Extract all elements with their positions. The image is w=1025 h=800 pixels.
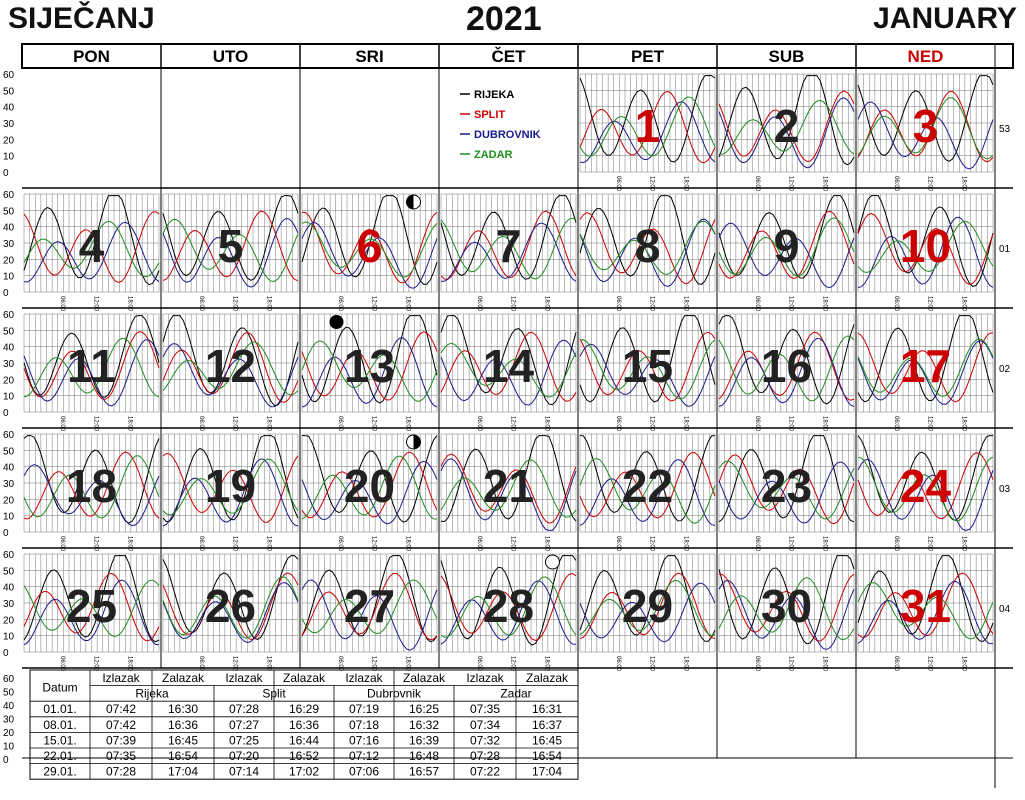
time-tick-label: 12:00	[509, 656, 516, 672]
day-number: 21	[482, 460, 535, 512]
time-tick-label: 18:00	[265, 296, 272, 312]
day-number: 2	[773, 100, 800, 152]
sun-table-time: 07:32	[469, 733, 501, 748]
time-tick-label: 12:00	[370, 416, 377, 432]
time-tick-label: 12:00	[92, 656, 99, 672]
sun-table-time: 16:30	[167, 702, 199, 717]
time-tick-label: 06:00	[197, 536, 204, 552]
time-tick-label: 12:00	[787, 416, 794, 432]
y-tick-label: 20	[3, 615, 15, 627]
sun-table-time: 16:52	[288, 749, 320, 763]
y-tick-label: 10	[3, 741, 15, 753]
day-number: 30	[760, 580, 813, 632]
y-tick-label: 40	[3, 701, 15, 712]
time-tick-label: 12:00	[648, 296, 655, 312]
time-tick-label: 18:00	[682, 176, 689, 192]
day-number: 16	[760, 340, 813, 392]
sunset-header: Zalazak	[282, 671, 326, 685]
sunrise-header: Izlazak	[225, 671, 263, 685]
sun-table-time: 16:54	[167, 749, 199, 763]
month-title-croatian: SIJEČANJ	[8, 2, 155, 35]
y-tick-label: 50	[3, 566, 15, 578]
week-number: 53	[999, 124, 1011, 135]
y-tick-label: 0	[3, 408, 9, 419]
time-tick-label: 06:00	[892, 176, 899, 192]
time-tick-label: 06:00	[892, 656, 899, 672]
weekday-label: SRI	[355, 47, 384, 66]
y-tick-label: 0	[3, 648, 9, 659]
sun-table-time: 16:48	[408, 749, 440, 763]
day-number: 28	[482, 580, 535, 632]
sun-table-time: 07:28	[469, 749, 501, 763]
time-tick-label: 06:00	[475, 296, 482, 312]
city-header: Zadar	[500, 686, 532, 701]
sunrise-header: Izlazak	[345, 671, 383, 685]
y-tick-label: 30	[3, 599, 15, 610]
time-tick-label: 06:00	[336, 416, 343, 432]
time-tick-label: 18:00	[543, 416, 550, 432]
time-tick-label: 12:00	[92, 296, 99, 312]
time-tick-label: 12:00	[648, 536, 655, 552]
time-tick-label: 18:00	[682, 656, 689, 672]
time-tick-label: 18:00	[404, 296, 411, 312]
time-tick-label: 06:00	[58, 536, 65, 552]
time-tick-label: 06:00	[197, 656, 204, 672]
time-tick-label: 18:00	[682, 296, 689, 312]
city-header: Dubrovnik	[366, 686, 422, 701]
weekday-label: PET	[630, 47, 665, 66]
day-number: 3	[912, 100, 939, 152]
time-tick-label: 12:00	[370, 296, 377, 312]
y-tick-label: 30	[3, 714, 15, 726]
last-quarter-shade-icon	[407, 195, 414, 209]
time-tick-label: 12:00	[231, 416, 238, 432]
y-tick-label: 60	[3, 310, 15, 321]
year-title: 2021	[466, 0, 542, 38]
time-tick-label: 06:00	[197, 416, 204, 432]
time-tick-label: 12:00	[92, 416, 99, 432]
time-tick-label: 06:00	[753, 536, 760, 552]
full-moon-icon	[546, 555, 560, 569]
time-tick-label: 18:00	[404, 656, 411, 672]
y-tick-label: 40	[3, 582, 15, 594]
y-tick-label: 10	[3, 391, 15, 403]
time-tick-label: 18:00	[821, 656, 828, 672]
time-tick-label: 12:00	[509, 296, 516, 312]
sun-table-time: 07:35	[469, 702, 501, 717]
time-tick-label: 12:00	[787, 536, 794, 552]
sunset-header: Zalazak	[161, 671, 205, 685]
legend-label: RIJEKA	[474, 89, 515, 101]
time-tick-label: 18:00	[821, 296, 828, 312]
sun-table-time: 07:19	[348, 702, 380, 717]
time-tick-label: 12:00	[648, 176, 655, 192]
y-tick-label: 0	[3, 755, 9, 766]
time-tick-label: 18:00	[960, 536, 967, 552]
sun-table-date: 29.01.	[43, 764, 77, 779]
time-tick-label: 06:00	[475, 656, 482, 672]
time-tick-label: 06:00	[614, 656, 621, 672]
time-tick-label: 06:00	[892, 296, 899, 312]
day-number: 24	[899, 460, 952, 512]
day-number: 14	[482, 340, 535, 392]
sun-table-time: 07:42	[105, 702, 137, 717]
time-tick-label: 18:00	[960, 176, 967, 192]
sun-table-time: 16:44	[288, 733, 320, 748]
day-number: 20	[343, 460, 396, 512]
sun-table-time: 07:34	[469, 717, 501, 732]
sun-table-time: 16:31	[531, 702, 563, 717]
y-tick-label: 50	[3, 687, 15, 699]
legend-label: ZADAR	[474, 149, 513, 161]
legend-label: DUBROVNIK	[474, 129, 541, 141]
day-number: 23	[760, 460, 813, 512]
y-tick-label: 30	[3, 119, 15, 130]
time-tick-label: 06:00	[892, 416, 899, 432]
time-tick-label: 18:00	[265, 656, 272, 672]
time-tick-label: 12:00	[370, 536, 377, 552]
day-number: 10	[899, 220, 952, 272]
y-tick-label: 60	[3, 550, 15, 561]
city-header: Rijeka	[135, 686, 169, 701]
week-number: 01	[999, 244, 1011, 255]
sun-table-time: 16:54	[531, 749, 563, 763]
y-tick-label: 20	[3, 255, 15, 267]
city-header: Split	[262, 686, 286, 701]
time-tick-label: 18:00	[960, 296, 967, 312]
time-tick-label: 18:00	[821, 536, 828, 552]
sunset-header: Zalazak	[525, 671, 569, 685]
time-tick-label: 18:00	[404, 536, 411, 552]
day-number: 7	[495, 220, 522, 272]
time-tick-label: 18:00	[265, 536, 272, 552]
time-tick-label: 06:00	[336, 536, 343, 552]
day-number: 9	[773, 220, 800, 272]
y-tick-label: 60	[3, 430, 15, 441]
sun-table-time: 07:18	[348, 717, 380, 732]
y-tick-label: 20	[3, 728, 15, 739]
day-number: 17	[899, 340, 952, 392]
sun-table-time: 07:12	[348, 749, 380, 763]
day-number: 11	[67, 340, 116, 392]
sun-table-date: 15.01.	[43, 733, 77, 748]
y-tick-label: 50	[3, 206, 15, 218]
time-tick-label: 12:00	[509, 416, 516, 432]
week-number: 03	[999, 484, 1011, 495]
time-tick-label: 06:00	[753, 176, 760, 192]
sun-table-time: 16:37	[531, 717, 563, 732]
sun-table-date: 22.01.	[43, 749, 77, 763]
time-tick-label: 12:00	[648, 416, 655, 432]
new-moon-icon	[330, 315, 344, 329]
y-tick-label: 50	[3, 86, 15, 98]
sun-table-time: 07:39	[105, 733, 137, 748]
sun-table-time: 07:14	[228, 764, 260, 779]
y-tick-label: 60	[3, 190, 15, 201]
sun-table-time: 16:36	[167, 717, 199, 732]
time-tick-label: 06:00	[614, 536, 621, 552]
weekday-label: ČET	[491, 47, 526, 66]
y-tick-label: 0	[3, 288, 9, 299]
day-number: 6	[356, 220, 383, 272]
time-tick-label: 06:00	[892, 536, 899, 552]
y-tick-label: 20	[3, 495, 15, 507]
y-tick-label: 30	[3, 479, 15, 490]
y-tick-label: 20	[3, 375, 15, 387]
sun-table-time: 07:20	[228, 749, 260, 763]
sun-table-time: 16:25	[408, 702, 440, 717]
time-tick-label: 18:00	[265, 416, 272, 432]
sun-table-time: 07:28	[105, 764, 137, 779]
time-tick-label: 18:00	[543, 536, 550, 552]
sun-table-time: 17:04	[167, 764, 199, 779]
sun-table-time: 07:25	[228, 733, 260, 748]
time-tick-label: 18:00	[126, 536, 133, 552]
day-number: 15	[621, 340, 674, 392]
y-tick-label: 40	[3, 462, 15, 474]
time-tick-label: 06:00	[58, 416, 65, 432]
month-title-english: JANUARY	[873, 2, 1017, 35]
sun-table-date: 08.01.	[43, 717, 77, 732]
time-tick-label: 12:00	[926, 176, 933, 192]
time-tick-label: 06:00	[614, 176, 621, 192]
time-tick-label: 12:00	[926, 536, 933, 552]
sun-table-time: 16:29	[288, 702, 320, 717]
time-tick-label: 12:00	[926, 416, 933, 432]
time-tick-label: 12:00	[787, 656, 794, 672]
sunrise-header: Izlazak	[102, 671, 140, 685]
y-tick-label: 40	[3, 222, 15, 234]
time-tick-label: 18:00	[960, 656, 967, 672]
y-tick-label: 20	[3, 135, 15, 147]
y-tick-label: 30	[3, 359, 15, 370]
time-tick-label: 06:00	[58, 296, 65, 312]
y-tick-label: 40	[3, 102, 15, 114]
y-tick-label: 60	[3, 674, 15, 685]
day-number: 26	[204, 580, 257, 632]
y-tick-label: 30	[3, 239, 15, 250]
weekday-label: NED	[907, 47, 944, 66]
time-tick-label: 06:00	[58, 656, 65, 672]
day-number: 18	[65, 460, 118, 512]
sun-table-date: 01.01.	[43, 702, 77, 717]
time-tick-label: 06:00	[753, 656, 760, 672]
y-tick-label: 50	[3, 446, 15, 458]
sun-table-time: 07:35	[105, 749, 137, 763]
time-tick-label: 18:00	[543, 296, 550, 312]
first-quarter-shade-icon	[414, 435, 421, 449]
time-tick-label: 06:00	[475, 416, 482, 432]
time-tick-label: 18:00	[682, 536, 689, 552]
time-tick-label: 06:00	[197, 296, 204, 312]
time-tick-label: 12:00	[787, 296, 794, 312]
sun-table-time: 07:27	[228, 717, 260, 732]
day-number: 29	[621, 580, 674, 632]
week-number: 04	[999, 604, 1011, 615]
day-number: 1	[634, 100, 661, 152]
time-tick-label: 18:00	[126, 416, 133, 432]
y-tick-label: 60	[3, 70, 15, 81]
y-tick-label: 40	[3, 342, 15, 354]
sun-table-time: 16:57	[408, 764, 440, 779]
y-tick-label: 50	[3, 326, 15, 338]
time-tick-label: 12:00	[648, 656, 655, 672]
day-number: 8	[634, 220, 661, 272]
y-tick-label: 10	[3, 151, 15, 163]
sun-table-time: 16:32	[408, 717, 440, 732]
day-number: 12	[204, 340, 257, 392]
y-tick-label: 10	[3, 271, 15, 283]
weekday-label: SUB	[768, 47, 805, 66]
sun-table-time: 07:28	[228, 702, 260, 717]
sun-table-time: 07:42	[105, 717, 137, 732]
day-number: 25	[65, 580, 118, 632]
sun-table-time: 16:45	[531, 733, 563, 748]
time-tick-label: 12:00	[231, 536, 238, 552]
sun-table-time: 16:39	[408, 733, 440, 748]
time-tick-label: 12:00	[370, 656, 377, 672]
sun-table-time: 07:06	[348, 764, 380, 779]
day-number: 5	[217, 220, 244, 272]
day-number: 22	[621, 460, 674, 512]
sun-table-time: 07:22	[469, 764, 501, 779]
time-tick-label: 06:00	[475, 536, 482, 552]
time-tick-label: 12:00	[231, 296, 238, 312]
y-tick-label: 0	[3, 528, 9, 539]
sun-table-time: 17:04	[531, 764, 563, 779]
time-tick-label: 06:00	[614, 416, 621, 432]
day-number: 13	[343, 340, 396, 392]
sunset-header: Zalazak	[402, 671, 446, 685]
time-tick-label: 18:00	[126, 656, 133, 672]
time-tick-label: 18:00	[960, 416, 967, 432]
day-number: 31	[899, 580, 952, 632]
time-tick-label: 18:00	[821, 416, 828, 432]
time-tick-label: 12:00	[926, 296, 933, 312]
week-number: 02	[999, 364, 1011, 375]
sun-table-time: 07:16	[348, 733, 380, 748]
legend-label: SPLIT	[474, 109, 506, 121]
time-tick-label: 06:00	[614, 296, 621, 312]
day-number: 19	[204, 460, 257, 512]
sun-table-time: 16:45	[167, 733, 199, 748]
date-header: Datum	[42, 680, 78, 695]
sun-table-time: 17:02	[288, 764, 320, 779]
time-tick-label: 18:00	[404, 416, 411, 432]
time-tick-label: 12:00	[231, 656, 238, 672]
y-tick-label: 10	[3, 511, 15, 523]
time-tick-label: 18:00	[821, 176, 828, 192]
time-tick-label: 12:00	[926, 656, 933, 672]
time-tick-label: 18:00	[126, 296, 133, 312]
day-number: 27	[343, 580, 396, 632]
weekday-label: UTO	[212, 47, 249, 66]
time-tick-label: 06:00	[336, 296, 343, 312]
sunrise-header: Izlazak	[466, 671, 504, 685]
y-tick-label: 0	[3, 168, 9, 179]
time-tick-label: 12:00	[787, 176, 794, 192]
time-tick-label: 06:00	[336, 656, 343, 672]
day-number: 4	[78, 220, 105, 272]
time-tick-label: 12:00	[509, 536, 516, 552]
time-tick-label: 06:00	[753, 296, 760, 312]
weekday-label: PON	[73, 47, 110, 66]
sun-table-time: 16:36	[288, 717, 320, 732]
time-tick-label: 18:00	[682, 416, 689, 432]
time-tick-label: 18:00	[543, 656, 550, 672]
time-tick-label: 06:00	[753, 416, 760, 432]
y-tick-label: 10	[3, 631, 15, 643]
time-tick-label: 12:00	[92, 536, 99, 552]
